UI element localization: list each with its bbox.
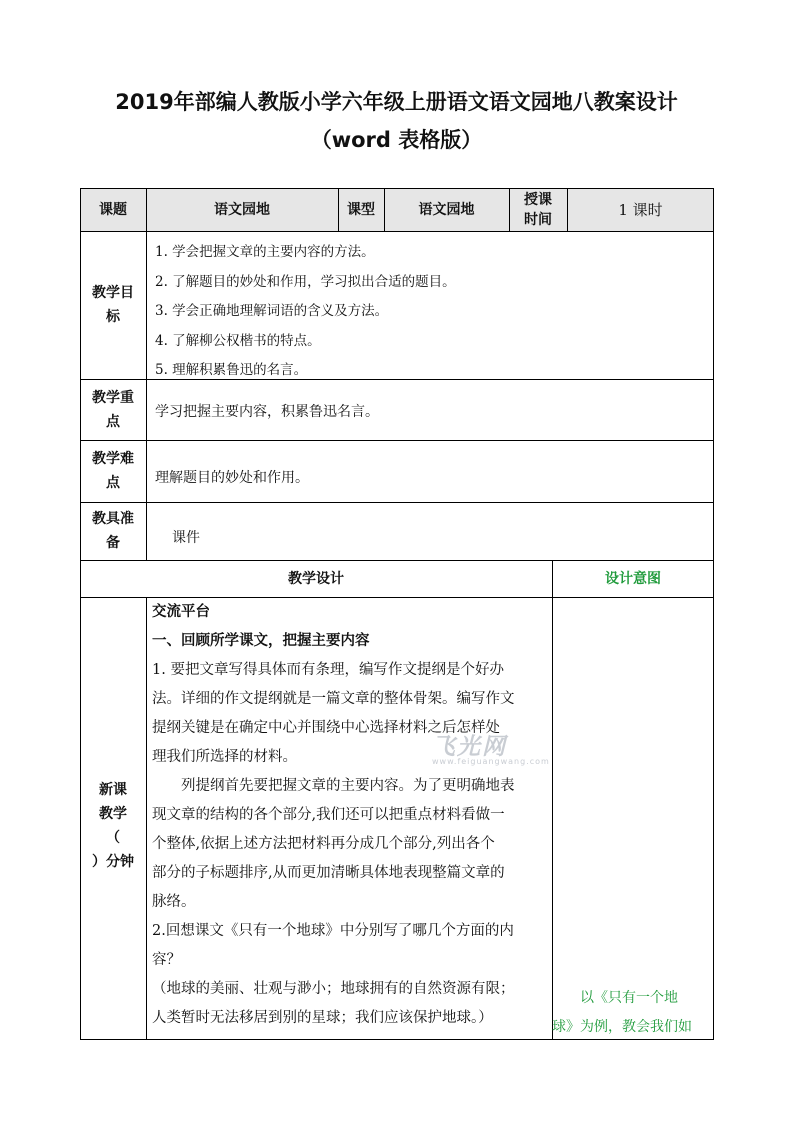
row-divider — [80, 502, 714, 503]
time-value: 1 课时 — [618, 201, 663, 219]
document-title-line1: 2019年部编人教版小学六年级上册语文语文园地八教案设计 — [115, 90, 678, 114]
tools-label: 教具准备 — [92, 511, 134, 551]
goals-label: 教学目标 — [92, 285, 134, 325]
row-divider — [80, 440, 714, 441]
goal-item: 3. 学会正确地理解词语的含义及方法。 — [155, 303, 389, 319]
type-label: 课型 — [347, 201, 375, 218]
lesson-label-line: （ — [106, 830, 120, 846]
table-border-right — [713, 188, 714, 1040]
body-line: 部分的子标题排序,从而更加清晰具体地表现整篇文章的 — [152, 865, 505, 881]
lesson-body — [152, 598, 550, 1033]
section-heading: 交流平台 — [152, 604, 210, 620]
body-line: 脉络。 — [152, 894, 196, 910]
body-line: 现文章的结构的各个部分,我们还可以把重点材料看做一 — [152, 807, 505, 823]
goal-item: 2. 了解题目的妙处和作用，学习拟出合适的题目。 — [155, 273, 456, 290]
goal-item: 1. 学会把握文章的主要内容的方法。 — [155, 244, 375, 260]
watermark-logo: 飞光网 — [432, 734, 507, 760]
topic-label: 课题 — [99, 201, 127, 218]
key-points-label: 教学重点 — [92, 389, 134, 430]
table-border-left — [80, 188, 81, 1040]
body-line: （地球的美丽、壮观与渺小；地球拥有的自然资源有限； — [152, 981, 515, 997]
watermark-url: www.feiguangwang.com — [432, 757, 550, 766]
topic-value: 语文园地 — [214, 201, 270, 218]
body-line: 容？ — [152, 952, 181, 968]
goal-item: 5. 理解积累鲁迅的名言。 — [155, 362, 308, 378]
body-line: 人类暂时无法移居到别的星球；我们应该保护地球。） — [152, 1010, 493, 1026]
document-title-line2: （word 表格版） — [310, 128, 483, 152]
intent-line: 球》为例，教会我们如 — [552, 1019, 692, 1035]
row-divider — [80, 231, 714, 232]
lesson-plan-table — [80, 188, 714, 1040]
goal-item: 4. 了解柳公权楷书的特点。 — [155, 332, 321, 349]
lesson-section-label — [88, 778, 138, 874]
body-line: 2.回想课文《只有一个地球》中分别写了哪几个方面的内 — [152, 923, 514, 939]
intent-column-header: 设计意图 — [605, 570, 661, 587]
lesson-label-line: 教学 — [99, 806, 127, 822]
type-value: 语文园地 — [418, 201, 475, 218]
time-label: 授课时间 — [524, 191, 552, 228]
section-heading: 一、回顾所学课文，把握主要内容 — [152, 633, 370, 649]
difficulties-label: 教学难点 — [92, 451, 134, 491]
key-points-text: 学习把握主要内容，积累鲁迅名言。 — [155, 404, 379, 420]
difficulties-text: 理解题目的妙处和作用。 — [155, 470, 309, 486]
lesson-label-line: ）分钟 — [92, 854, 134, 870]
body-line: 1. 要把文章写得具体而有条理，编写作文提纲是个好办 — [152, 662, 504, 678]
body-line: 法。详细的作文提纲就是一篇文章的整体骨架。编写作文 — [152, 691, 515, 707]
goals-list — [155, 238, 456, 386]
col-divider — [146, 597, 147, 1040]
body-line: 提纲关键是在确定中心并围绕中心选择材料之后怎样处 — [152, 720, 500, 736]
design-intent-text — [552, 984, 714, 1042]
col-divider — [146, 188, 147, 560]
tools-text: 课件 — [172, 530, 200, 546]
col-divider — [552, 560, 553, 1040]
body-line: 列提纲首先要把握文章的主要内容。为了更明确地表 — [152, 778, 515, 794]
intent-line: 以《只有一个地 — [552, 990, 678, 1006]
design-column-header: 教学设计 — [288, 570, 344, 587]
body-line: 个整体,依据上述方法把材料再分成几个部分,列出各个 — [152, 836, 495, 852]
lesson-label-line: 新课 — [99, 782, 127, 798]
body-line: 理我们所选择的材料。 — [152, 749, 297, 765]
col-divider — [509, 188, 510, 231]
